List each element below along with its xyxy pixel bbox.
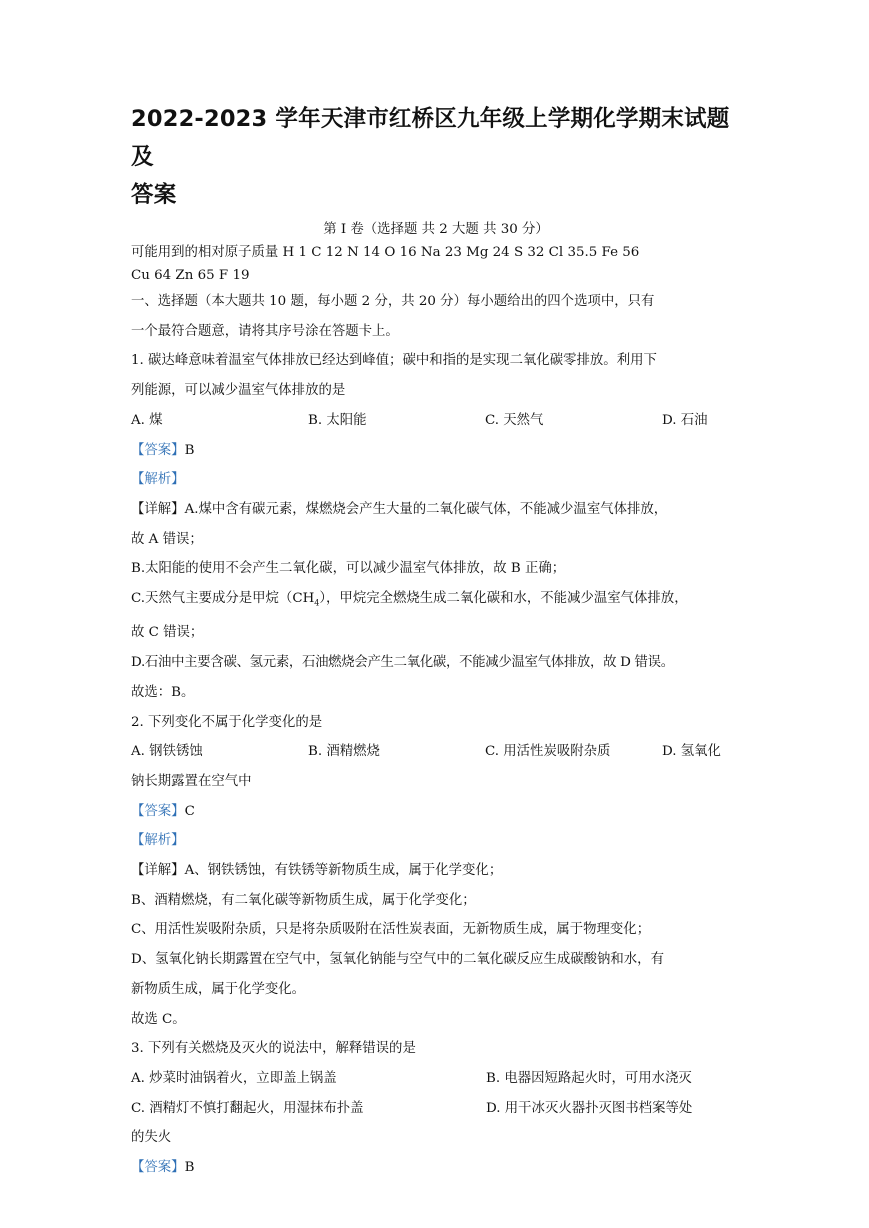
part1-instructions-line-1: 一、选择题（本大题共 10 题，每小题 2 分，共 20 分）每小题给出的四个选项中，只有 [131,294,655,309]
q2-option-c: C. 用活性炭吸附杂质 [485,744,611,760]
q2-option-d-continued: 钠长期露置在空气中 [131,773,252,789]
answer-tag: 【答案】 [131,442,185,458]
q3-stem: 3. 下列有关燃烧及灭火的说法中，解释错误的是 [131,1041,416,1057]
q1-detail-c-line-1 [131,584,741,618]
atomic-mass-line-1: 可能用到的相对原子质量 H 1 C 12 N 14 O 16 Na 23 Mg 24 S 32 Cl 35.5 Fe 56 [131,245,640,260]
q2-detail-a [131,856,741,886]
q3-option-b: B. 电器因短路起火时，可用水浇灭 [486,1070,692,1086]
q2-detail-b: B、酒精燃烧，有二氧化碳等新物质生成，属于化学变化； [131,892,476,908]
q1-detail-c-subscript: 4 [314,598,320,608]
answer-tag: 【答案】 [131,1160,185,1176]
document-title [131,100,741,214]
title-line-2: 答案 [131,182,177,208]
q1-option-a: A. 煤 [131,412,163,428]
q2-options [131,737,741,767]
q1-detail-c-line-2: 故 C 错误； [131,625,204,641]
q1-detail-c-pre: C.天然气主要成分是甲烷（CH [131,591,315,607]
q1-detail-c-post: ），甲烷完全燃烧生成二氧化碳和水，不能减少温室气体排放， [319,591,688,607]
q1-detail-b: B.太阳能的使用不会产生二氧化碳，可以减少温室气体排放，故 B 正确； [131,561,566,577]
document-page [131,100,741,1183]
q1-analysis-tag: 【解析】 [131,472,185,488]
q2-detail-d-line-2: 新物质生成，属于化学变化。 [131,981,306,997]
answer-tag: 【答案】 [131,803,185,819]
q1-options [131,406,741,436]
q2-option-a: A. 钢铁锈蚀 [131,744,203,760]
q2-answer-value: C [184,803,195,819]
q1-answer [131,436,741,466]
q2-option-b: B. 酒精燃烧 [308,744,380,760]
q1-option-c: C. 天然气 [485,412,544,428]
q3-option-c: C. 酒精灯不慎打翻起火，用湿抹布扑盖 [131,1100,364,1116]
q2-answer [131,797,741,827]
detail-tag: 【详解】 [131,501,185,517]
title-line-1: 2022-2023 学年天津市红桥区九年级上学期化学期末试题及 [131,106,730,170]
q2-detail-d-line-1: D、氢氧化钠长期露置在空气中，氢氧化钠能与空气中的二氧化碳反应生成碳酸钠和水，有 [131,952,664,968]
q2-option-d: D. 氢氧化 [662,744,721,760]
q2-analysis-tag: 【解析】 [131,833,185,849]
q3-option-d-continued: 的失火 [131,1130,172,1146]
q1-answer-value: B [184,442,195,458]
detail-tag: 【详解】 [131,863,185,879]
q1-option-d: D. 石油 [662,412,708,428]
q1-stem-line-1: 1. 碳达峰意味着温室气体排放已经达到峰值；碳中和指的是实现二氧化碳零排放。利用下 [131,353,657,369]
q3-answer-value: B [184,1160,195,1176]
q1-option-b: B. 太阳能 [308,412,367,428]
q2-stem: 2. 下列变化不属于化学变化的是 [131,714,323,730]
section-header: 第 Ⅰ 卷（选择题 共 2 大题 共 30 分） [323,222,549,237]
q1-detail-a-text: A.煤中含有碳元素，煤燃烧会产生大量的二氧化碳气体，不能减少温室气体排放， [184,501,668,517]
q1-conclusion: 故选：B。 [131,684,195,700]
q3-options-row-2 [131,1094,741,1124]
q3-option-a: A. 炒菜时油锅着火，立即盖上锅盖 [131,1070,337,1086]
atomic-mass-line-2: Cu 64 Zn 65 F 19 [131,268,250,283]
q3-options-row-1 [131,1064,741,1094]
q3-option-d: D. 用干冰灭火器扑灭图书档案等处 [486,1100,693,1116]
q1-detail-a-line-2: 故 A 错误； [131,531,203,547]
q3-answer [131,1153,741,1183]
q2-detail-c: C、用活性炭吸附杂质，只是将杂质吸附在活性炭表面，无新物质生成，属于物理变化； [131,922,651,938]
q1-detail-a-line-1 [131,495,741,525]
q2-detail-a-text: A、钢铁锈蚀，有铁锈等新物质生成，属于化学变化； [184,863,503,879]
q2-conclusion: 故选 C。 [131,1011,186,1027]
q1-stem-line-2: 列能源，可以减少温室气体排放的是 [131,383,346,399]
q1-detail-d: D.石油中主要含碳、氢元素，石油燃烧会产生二氧化碳，不能减少温室气体排放，故 D 错误。 [131,655,674,671]
part1-instructions-line-2: 一个最符合题意，请将其序号涂在答题卡上。 [131,323,399,339]
